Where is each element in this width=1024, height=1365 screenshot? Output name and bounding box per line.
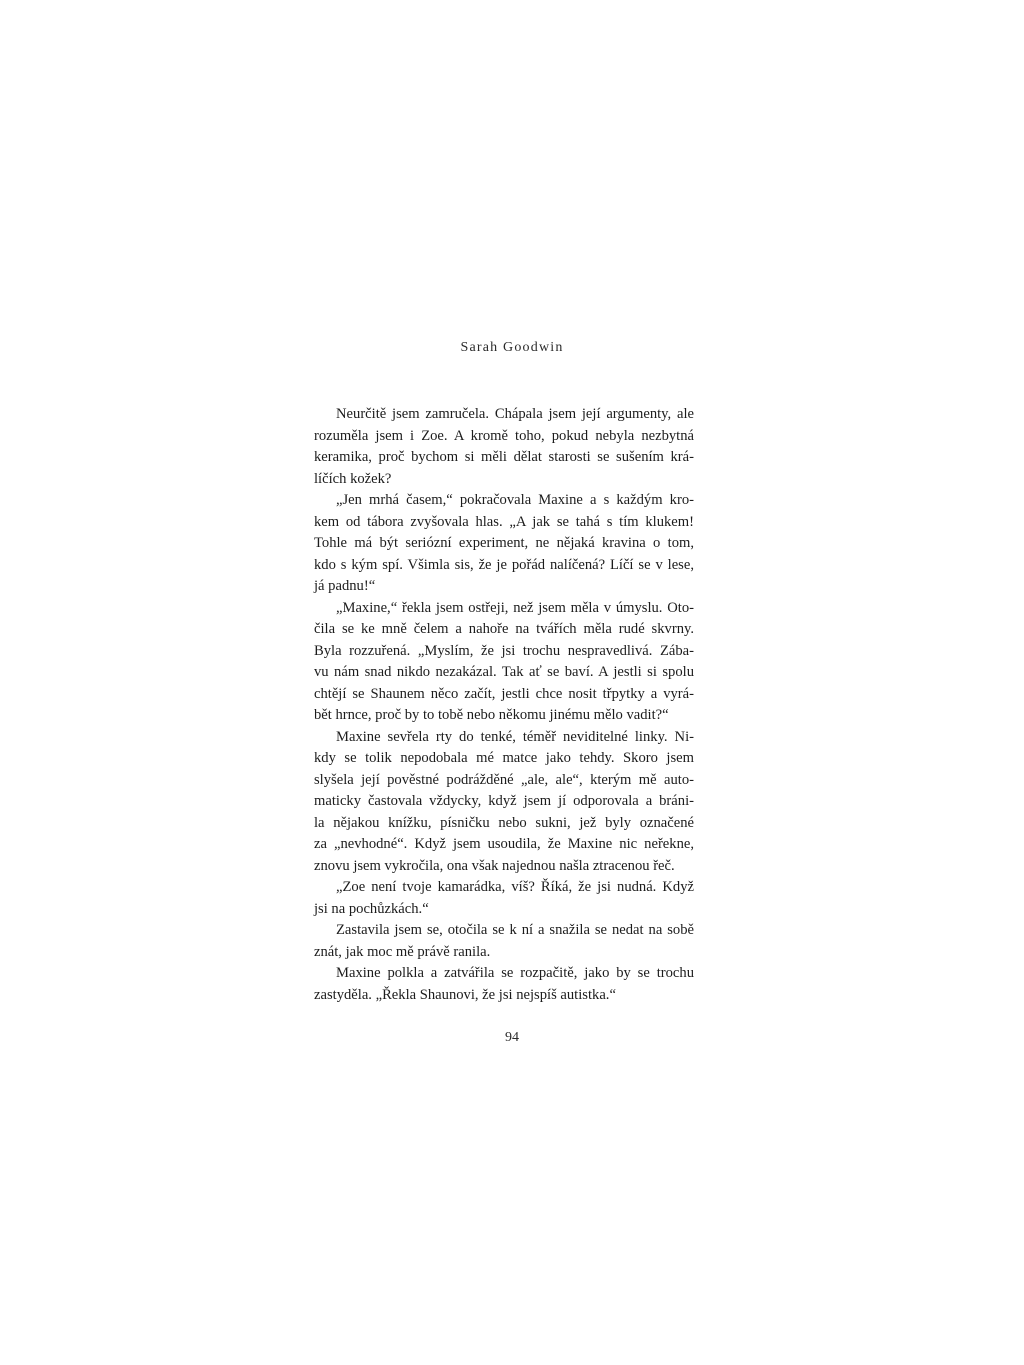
text-line: bět hrnce, proč by to tobě nebo někomu jinému mělo vadit?“	[314, 707, 669, 723]
page-number: 94	[505, 1030, 519, 1045]
text-line: „Maxine,“ řekla jsem ostřeji, než jsem měla v úmyslu. Oto-	[336, 599, 694, 616]
text-line: rozuměla jsem i Zoe. A kromě toho, pokud nebyla nezbytná	[314, 427, 694, 444]
text-line: la nějakou knížku, písničku nebo sukni, jež byly označené	[314, 814, 694, 831]
text-line: líčích kožek?	[314, 470, 392, 487]
text-line: kdo s kým spí. Všimla sis, že je pořád nalíčená? Líčí se v lese,	[314, 556, 694, 573]
text-line: zastyděla. „Řekla Shaunovi, že jsi nejspíš autistka.“	[314, 986, 616, 1003]
text-line: „Zoe není tvoje kamarádka, víš? Říká, že jsi nudná. Když	[336, 879, 694, 895]
text-line: znát, jak moc mě právě ranila.	[314, 943, 491, 960]
running-header-author: Sarah Goodwin	[460, 340, 564, 355]
text-line: slyšela její pověstné podrážděné „ale, ale“, kterým mě auto-	[314, 771, 694, 788]
text-line: keramika, proč bychom si měli dělat starosti se sušením krá-	[314, 449, 694, 465]
text-line: Tohle má být seriózní experiment, ne nějaká kravina o tom,	[314, 535, 694, 551]
text-line: já padnu!“	[314, 578, 376, 594]
text-line: kem od tábora zvyšovala hlas. „A jak se tahá s tím klukem!	[314, 513, 694, 530]
text-line: „Jen mrhá časem,“ pokračovala Maxine a s každým kro-	[336, 492, 694, 508]
text-line: chtějí se Shaunem něco začít, jestli chce nosit třpytky a vyrá-	[314, 685, 694, 702]
text-line: jsi na pochůzkách.“	[314, 900, 429, 917]
body-text	[314, 404, 694, 1006]
text-line: kdy se tolik nepodobala mé matce jako tehdy. Skoro jsem	[314, 750, 694, 766]
text-line: Byla rozzuřená. „Myslím, že jsi trochu nespravedlivá. Zába-	[314, 642, 694, 659]
text-line: Maxine sevřela rty do tenké, téměř neviditelné linky. Ni-	[336, 728, 694, 745]
text-line: znovu jsem vykročila, ona však najednou našla ztracenou řeč.	[314, 857, 675, 874]
text-line: Maxine polkla a zatvářila se rozpačitě, jako by se trochu	[336, 965, 694, 981]
text-line: vu nám snad nikdo nezakázal. Tak ať se baví. A jestli si spolu	[314, 664, 694, 680]
text-line: čila se ke mně čelem a nahoře na tvářích měla rudé skvrny.	[314, 621, 694, 637]
text-line: Neurčitě jsem zamručela. Chápala jsem její argumenty, ale	[336, 406, 694, 422]
text-line: Zastavila jsem se, otočila se k ní a snažila se nedat na sobě	[336, 922, 694, 938]
text-line: maticky častovala vždycky, když jsem jí odporovala a bráni-	[314, 793, 694, 809]
text-line: za „nevhodné“. Když jsem usoudila, že Maxine nic neřekne,	[314, 836, 694, 852]
